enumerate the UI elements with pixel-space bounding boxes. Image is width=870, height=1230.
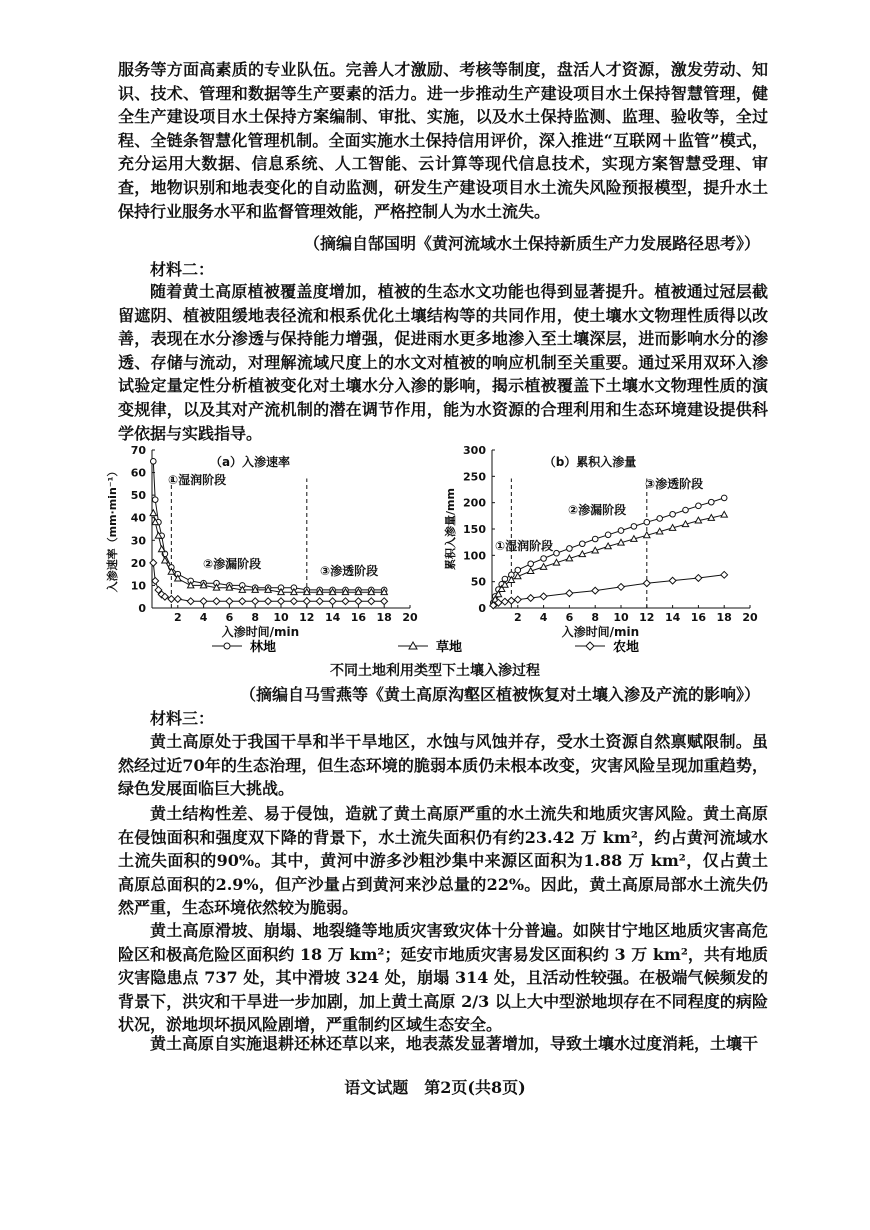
phase-label: ③渗透阶段 (320, 564, 379, 578)
data-point (709, 499, 715, 505)
data-point (152, 497, 158, 503)
y-tick-label: 100 (463, 549, 486, 563)
data-point (554, 550, 560, 556)
data-point (316, 598, 323, 605)
data-point (291, 598, 298, 605)
y-tick-label: 300 (463, 444, 486, 457)
x-tick-label: 16 (690, 611, 707, 624)
data-point (329, 598, 336, 605)
data-point (541, 556, 547, 562)
data-point (508, 597, 515, 604)
page-footer: 语文试题 第2页(共8页) (344, 1078, 526, 1097)
y-tick-label: 30 (130, 534, 146, 548)
data-point (252, 598, 259, 605)
figure-caption: 不同土地利用类型下土壤入渗过程 (330, 663, 540, 679)
x-tick-label: 2 (173, 611, 182, 624)
data-point (150, 510, 156, 516)
data-point (368, 598, 375, 605)
data-point (226, 598, 233, 605)
data-point (605, 532, 611, 538)
source-citation-2: （摘编自马雪燕等《黄土高原沟壑区植被恢复对土壤入渗及产流的影响》） (239, 685, 760, 704)
y-tick-label: 150 (463, 523, 486, 536)
data-point (721, 571, 728, 578)
data-point (355, 598, 362, 605)
data-point (540, 593, 547, 600)
data-point (239, 598, 246, 605)
paragraph-material3-p1: 黄土高原处于我国干旱和半干旱地区，水蚀与风蚀并存，受水土资源自然禀赋限制。虽然经过近70年的生态治理，但生态环境的脆弱本质仍未根本改变，灾害风险呈现加重趋势，绿色发展面临巨大挑战。 (118, 732, 768, 799)
data-point (567, 546, 573, 552)
y-tick-label: 0 (138, 602, 146, 615)
data-point (580, 541, 586, 547)
x-tick-label: 10 (613, 611, 629, 624)
legend-label-grass: 草地 (436, 640, 463, 655)
data-point (618, 584, 625, 591)
y-axis-label: 累积入渗量/mm (444, 488, 457, 570)
x-tick-label: 4 (539, 611, 548, 624)
y-tick-label: 70 (130, 444, 146, 457)
data-point (508, 577, 514, 583)
chart-cumulative-infiltration (440, 438, 770, 648)
data-point (213, 598, 220, 605)
x-tick-label: 20 (742, 611, 758, 624)
y-tick-label: 0 (478, 602, 486, 615)
data-point (657, 516, 663, 522)
legend-label-forest: 林地 (250, 640, 277, 655)
series-line (493, 575, 724, 606)
x-tick-label: 6 (225, 611, 234, 624)
x-tick-label: 18 (376, 611, 392, 624)
y-tick-label: 200 (463, 496, 486, 510)
paragraph-material3-p3: 黄土高原滑坡、崩塌、地裂缝等地质灾害致灾体十分普遍。如陕甘宁地区地质灾害高危险区和极高危险区面积约 18 万 km²；延安市地质灾害易发区面积约 3 万 km²，共有地质灾害隐患点 737 处，其中滑坡 324 处，崩塌 314 处，且活动性较强。在极端气候频发的背景下，洪灾和干旱进一步加剧，加上黄土高原 2/3 以上大中型淤地坝存在不同程度的病险状况，淤地坝坏损风险剧增，严重制约区域生态安全。 (118, 921, 768, 1035)
paragraph-material3-p2: 黄土结构性差、易于侵蚀，造就了黄土高原严重的水土流失和地质灾害风险。黄土高原在侵蚀面积和强度双下降的背景下，水土流失面积仍有约23.42 万 km²，约占黄河流域水土流失面积的90%。其中，黄河中游多沙粗沙集中来源区面积为1.88 万 km²，仅占黄土高原总面积的2.9%，但产沙量占到黄河来沙总量的22%。因此，黄土高原局部水土流失仍然严重，生态环境依然较为脆弱。 (118, 804, 768, 918)
data-point (150, 559, 157, 566)
series-triangle (490, 511, 727, 606)
phase-label: ②渗漏阶段 (203, 557, 262, 571)
x-axis-label: 入渗时间/min (561, 625, 640, 639)
data-point (566, 590, 573, 597)
chart-infiltration-rate (100, 438, 430, 648)
data-point (502, 598, 509, 605)
data-point (187, 598, 194, 605)
phase-label: ②渗漏阶段 (568, 503, 627, 517)
legend-marker-forest (224, 643, 230, 649)
chart-title: （a）入渗速率 (209, 455, 291, 469)
x-tick-label: 20 (402, 611, 418, 624)
source-citation-1: （摘编自郜国明《黄河流域水土保持新质生产力发展路径思考》） (303, 234, 760, 253)
phase-label: ①湿润阶段 (495, 539, 554, 553)
data-point (696, 503, 702, 509)
legend-label-farm: 农地 (613, 640, 640, 655)
y-axis-label: 入渗速率（mm·min⁻¹） (106, 465, 119, 593)
data-point (527, 595, 534, 602)
x-tick-label: 12 (299, 611, 315, 624)
phase-label: ③渗透阶段 (645, 477, 704, 491)
data-point (592, 536, 598, 542)
x-tick-label: 14 (324, 611, 341, 624)
x-tick-label: 10 (273, 611, 289, 624)
paragraph-material1-end: 服务等方面高素质的专业队伍。完善人才激励、考核等制度，盘活人才资源，激发劳动、知识、技术、管理和数据等生产要素的活力。进一步推动生产建设项目水土保持智慧管理，健全生产建设项目水土保持方案编制、审批、实施，以及水土保持监测、监理、验收等，全过程、全链条智慧化管理机制。全面实施水土保持信用评价，深入推进“互联网＋监管”模式，充分运用大数据、信息系统、人工智能、云计算等现代信息技术，实现方案智慧受理、审查，地物识别和地表变化的自动监测，研发生产建设项目水土流失风险预报模型，提升水土保持行业服务水平和监督管理效能，严格控制人为水土流失。 (118, 60, 768, 221)
data-point (278, 598, 285, 605)
heading-material2: 材料二： (150, 260, 215, 279)
x-tick-label: 18 (716, 611, 732, 624)
y-tick-label: 250 (463, 470, 486, 484)
data-point (618, 528, 624, 534)
y-tick-label: 50 (130, 489, 146, 503)
data-point (174, 596, 181, 603)
paragraph-material2: 随着黄土高原植被覆盖度增加，植被的生态水文功能也得到显著提升。植被通过冠层截留遮阴、植被阻缓地表径流和根系优化土壤结构等的共同作用，使土壤水文物理性质得以改善，表现在水分渗透与保持能力增强，促进雨水更多地渗入至土壤深层，进而影响水分的渗透、存储与流动，对理解流域尺度上的水文对植被的响应机制至关重要。通过采用双环入渗试验定量定性分析植被变化对土壤水分入渗的影响，揭示植被覆盖下土壤水文物理性质的演变规律，以及其对产流机制的潜在调节作用，能为水资源的合理利用和生态环境建设提供科学依据与实践指导。 (118, 282, 768, 443)
x-tick-label: 12 (639, 611, 655, 624)
x-tick-label: 8 (591, 611, 600, 624)
x-tick-label: 16 (350, 611, 367, 624)
data-point (721, 511, 727, 517)
data-point (200, 598, 207, 605)
data-point (342, 598, 349, 605)
data-point (265, 598, 272, 605)
y-tick-label: 60 (130, 466, 146, 480)
legend-marker-farm (586, 642, 594, 650)
paragraph-material3-p4: 黄土高原自实施退耕还林还草以来，地表蒸发显著增加，导致土壤水过度消耗，土壤干 (150, 1034, 759, 1053)
x-tick-label: 14 (664, 611, 681, 624)
data-point (644, 519, 650, 525)
x-axis-label: 入渗时间/min (221, 625, 300, 639)
x-tick-label: 6 (565, 611, 574, 624)
series-triangle (150, 510, 387, 595)
y-tick-label: 10 (130, 579, 146, 593)
chart-legend (0, 636, 870, 656)
data-point (152, 578, 159, 585)
data-point (683, 507, 689, 513)
phase-label: ①湿润阶段 (168, 473, 227, 487)
series-line (493, 515, 724, 604)
data-point (592, 587, 599, 594)
data-point (303, 598, 310, 605)
x-tick-label: 2 (513, 611, 522, 624)
data-point (381, 598, 388, 605)
data-point (669, 577, 676, 584)
series-diamond (490, 571, 728, 608)
x-tick-label: 4 (199, 611, 208, 624)
y-tick-label: 40 (130, 511, 146, 525)
data-point (150, 458, 156, 464)
data-point (695, 575, 702, 582)
data-point (670, 511, 676, 517)
data-point (514, 596, 521, 603)
y-tick-label: 20 (130, 556, 146, 570)
chart-title: （b）累积入渗量 (543, 455, 637, 469)
data-point (528, 561, 534, 567)
data-point (643, 580, 650, 587)
data-point (631, 524, 637, 530)
x-tick-label: 8 (251, 611, 260, 624)
heading-material3: 材料三： (150, 709, 215, 728)
y-tick-label: 50 (470, 575, 486, 589)
data-point (721, 495, 727, 501)
